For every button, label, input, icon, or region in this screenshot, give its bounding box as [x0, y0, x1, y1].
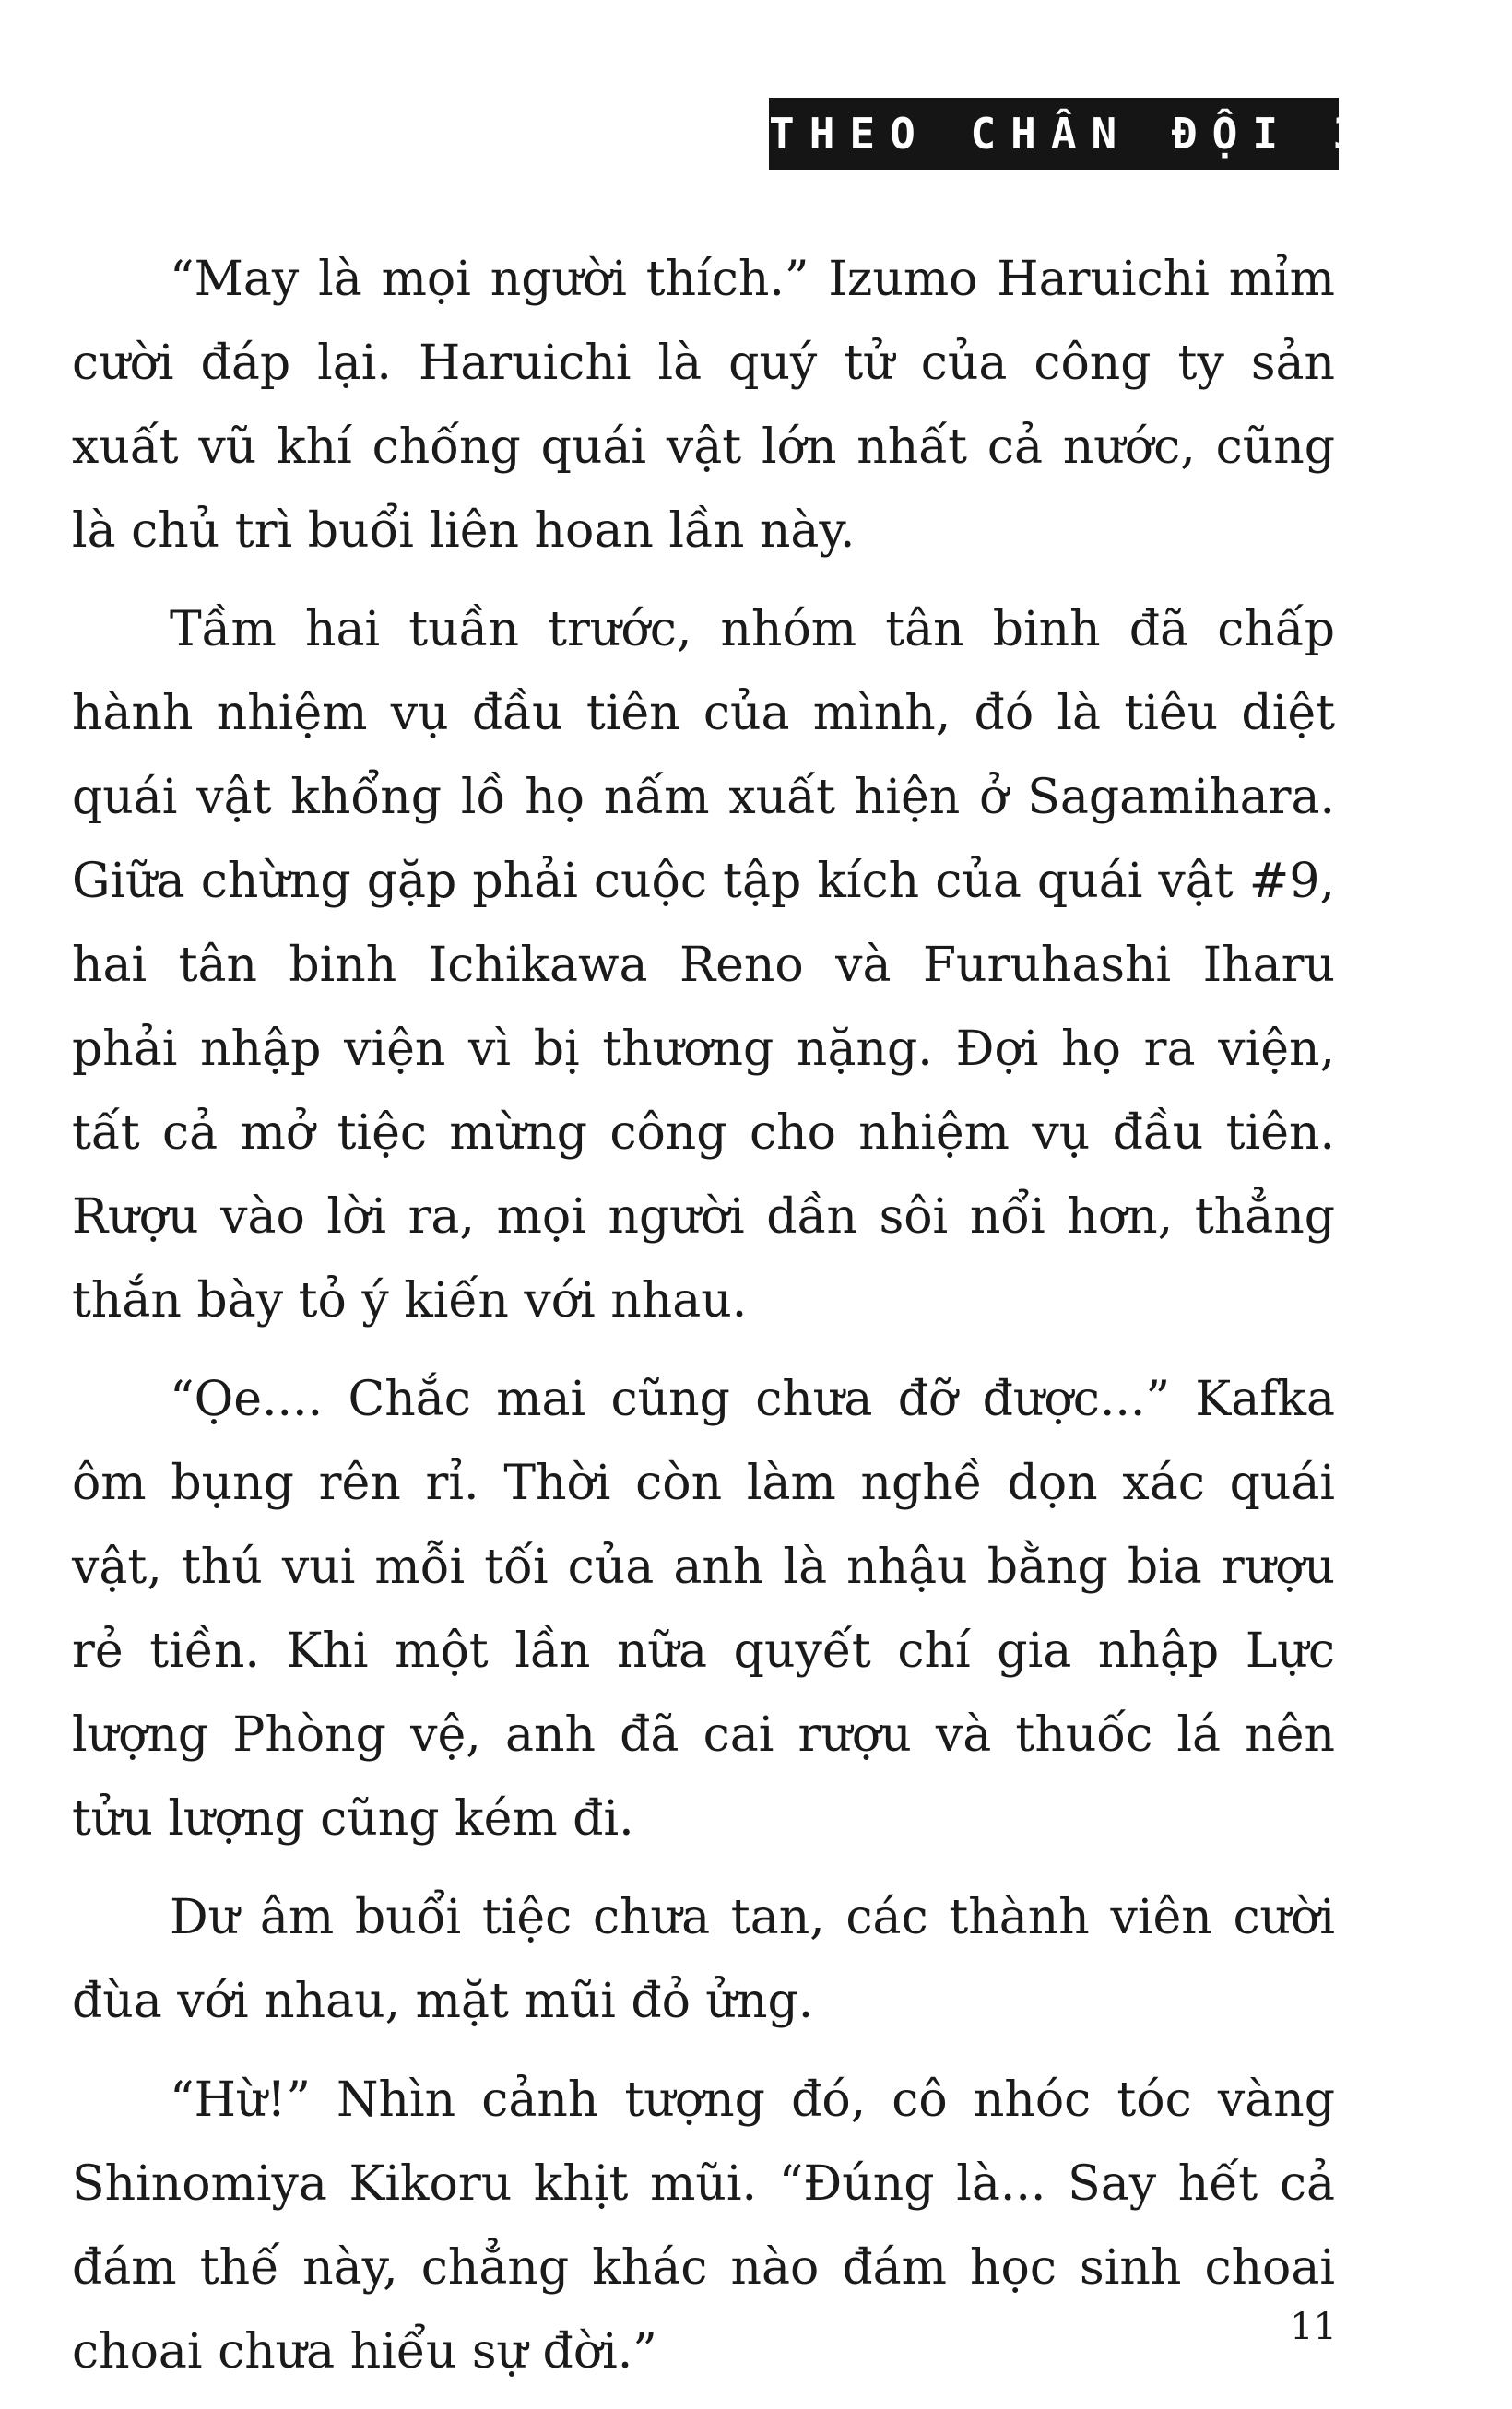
chapter-header-label: THEO CHÂN ĐỘI 3!	[769, 98, 1339, 170]
body-text	[72, 238, 1335, 2409]
paragraph: Tầm hai tuần trước, nhóm tân binh đã chấp hành nhiệm vụ đầu tiên của mình, đó là tiêu diệt quái vật khổng lồ họ nấm xuất hiện ở Sagamihara. Giữa chừng gặp phải cuộc tập kích của quái vật #9, hai tân binh Ichikawa Reno và Furuhashi Iharu phải nhập viện vì bị thương nặng. Đợi họ ra viện, tất cả mở tiệc mừng công cho nhiệm vụ đầu tiên. Rượu vào lời ra, mọi người dần sôi nổi hơn, thẳng thắn bày tỏ ý kiến với nhau.	[72, 602, 1335, 1328]
paragraph: “Hừ!” Nhìn cảnh tượng đó, cô nhóc tóc vàng Shinomiya Kikoru khịt mũi. “Đúng là... Say hết cả đám thế này, chẳng khác nào đám học sinh choai choai chưa hiểu sự đời.”	[72, 2072, 1335, 2379]
paragraph: “Ọe.... Chắc mai cũng chưa đỡ được...” Kafka ôm bụng rên rỉ. Thời còn làm nghề dọn xác quái vật, thú vui mỗi tối của anh là nhậu bằng bia rượu rẻ tiền. Khi một lần nữa quyết chí gia nhập Lực lượng Phòng vệ, anh đã cai rượu và thuốc lá nên tửu lượng cũng kém đi.	[72, 1372, 1335, 1847]
page-number: 11	[1290, 2306, 1337, 2348]
paragraph: Dư âm buổi tiệc chưa tan, các thành viên cười đùa với nhau, mặt mũi đỏ ửng.	[72, 1890, 1335, 2029]
paragraph: “May là mọi người thích.” Izumo Haruichi mỉm cười đáp lại. Haruichi là quý tử của công ty sản xuất vũ khí chống quái vật lớn nhất cả nước, cũng là chủ trì buổi liên hoan lần này.	[72, 252, 1335, 559]
